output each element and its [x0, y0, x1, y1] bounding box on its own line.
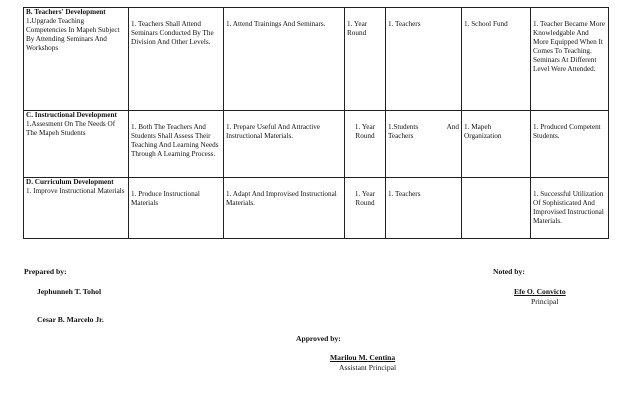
preparer-name-2: Cesar B. Marcelo Jr. — [37, 315, 104, 324]
strategy-cell: 1. Teachers Shall Attend Seminars Conducted By The Division And Other Levels. — [129, 8, 224, 111]
noter-name: Efe O. Convicto — [514, 287, 566, 296]
persons-involved-conjunction: And — [446, 123, 459, 131]
action-plan-table — [23, 7, 609, 239]
section-title: D. Curriculum Development — [26, 178, 114, 186]
preparer-name-1: Jephunneh T. Tohol — [37, 287, 102, 296]
time-frame-cell: 1. Year Round — [345, 8, 386, 111]
time-frame-cell: 1. Year Round — [345, 178, 386, 239]
persons-involved-text-2: Teachers — [388, 132, 414, 140]
time-frame-cell: 1. Year Round — [345, 111, 386, 178]
persons-involved-cell: 1. Teachers — [386, 178, 462, 239]
section-title: C. Instructional Development — [26, 111, 117, 119]
approved-by-label: Approved by: — [296, 334, 341, 343]
activity-cell: 1. Attend Trainings And Seminars. — [224, 8, 345, 111]
persons-involved-cell: 1. Teachers — [386, 8, 462, 111]
table-row — [24, 178, 609, 239]
objective-text: 1.Assesment On The Needs Of The Mapeh Students — [26, 120, 116, 137]
resources-cell: 1. School Fund — [462, 8, 531, 111]
table-row — [24, 111, 609, 178]
activity-cell: 1. Prepare Useful And Attractive Instructional Materials. — [224, 111, 345, 178]
strategy-cell: 1. Produce Instructional Materials — [129, 178, 224, 239]
approver-name: Marilou M. Centina — [330, 353, 396, 362]
objective-text: 1.Upgrade Teaching Competencies In Mapeh Subject By Attending Seminars And Workshops — [26, 17, 120, 52]
persons-involved-cell — [386, 111, 462, 178]
activity-cell: 1. Adapt And Improvised Instructional Materials. — [224, 178, 345, 239]
persons-involved-text: 1.Students — [388, 123, 419, 131]
success-indicator-cell: 1. Produced Competent Students. — [531, 111, 609, 178]
resources-cell — [462, 178, 531, 239]
objective-cell — [24, 178, 129, 239]
objective-cell — [24, 8, 129, 111]
section-title: B. Teachers' Development — [26, 8, 106, 16]
noted-by-label: Noted by: — [493, 267, 525, 276]
resources-cell: 1. Mapeh Organization — [462, 111, 531, 178]
prepared-by-label: Prepared by: — [24, 267, 67, 276]
objective-text: 1. Improve Instructional Materials — [26, 187, 125, 195]
approver-role: Assistant Principal — [339, 363, 397, 372]
strategy-cell: 1. Both The Teachers And Students Shall Assess Their Teaching And Learning Needs Through A Learning Process. — [129, 111, 224, 178]
noter-role: Principal — [531, 297, 559, 306]
objective-cell — [24, 111, 129, 178]
success-indicator-cell: 1. Successful Utilization Of Sophisticated And Improvised Instructional Materials. — [531, 178, 609, 239]
table-row — [24, 8, 609, 111]
success-indicator-cell: 1. Teacher Became More Knowledgable And More Equipped When It Comes To Teaching. Seminars At Different Level Were Attended. — [531, 8, 609, 111]
